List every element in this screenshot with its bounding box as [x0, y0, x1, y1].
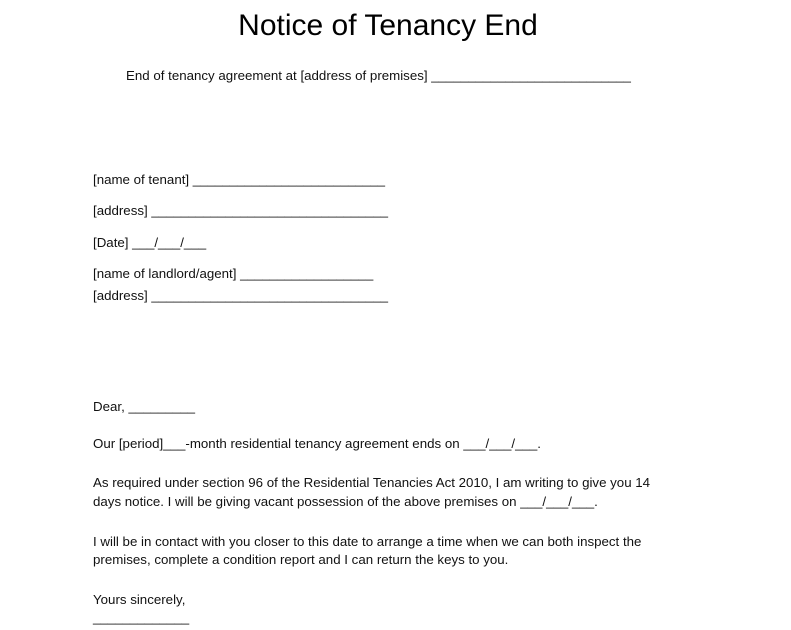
signature-line: _____________ [93, 610, 190, 625]
date-field: [Date] ___/___/___ [93, 235, 207, 250]
page-title: Notice of Tenancy End [238, 9, 538, 42]
paragraph-notice-line1: As required under section 96 of the Residential Tenancies Act 2010, I am writing to give you 14 [93, 475, 651, 490]
paragraph-notice-line2: days notice. I will be giving vacant possession of the above premises on ___/___/___. [93, 494, 598, 509]
landlord-name-field: [name of landlord/agent] __________________ [93, 266, 374, 281]
tenant-address-field: [address] ________________________________ [93, 203, 389, 218]
landlord-address-field: [address] ________________________________ [93, 288, 389, 303]
paragraph-term: Our [period]___-month residential tenancy agreement ends on ___/___/___. [93, 436, 541, 451]
agreement-address-line: End of tenancy agreement at [address of premises] ___________________________ [126, 68, 631, 83]
paragraph-contact-line2: premises, complete a condition report and I can return the keys to you. [93, 552, 509, 567]
tenant-name-field: [name of tenant] __________________________ [93, 172, 386, 187]
paragraph-contact-line1: I will be in contact with you closer to this date to arrange a time when we can both inspect the [93, 534, 642, 549]
closing: Yours sincerely, [93, 592, 186, 607]
salutation: Dear, _________ [93, 399, 196, 414]
